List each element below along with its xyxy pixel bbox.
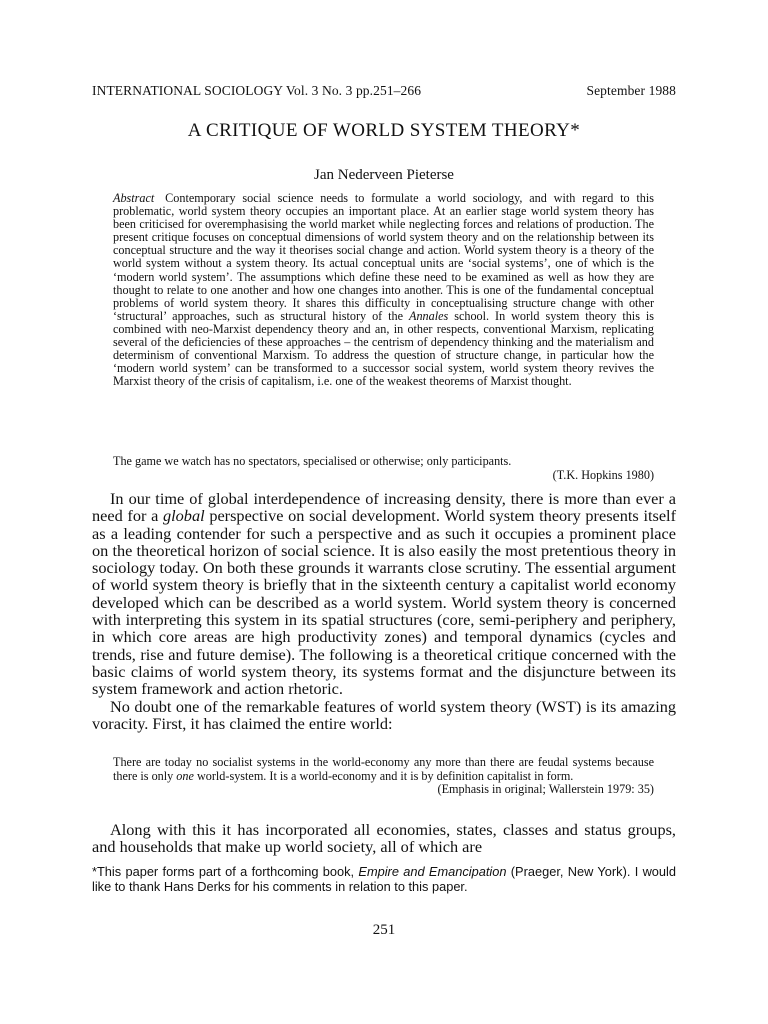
abstract-text-part1: Contemporary social science needs to formulate a world sociology, and with regard to this problematic, world system theory occupies an important place. At an earlier stage world system theory has been criticised for overemphasising the world market while neglecting forces and relations of production. The present critique focuses on conceptual dimensions of world system theory and on the relationship between its conceptual structure and the way it theorises social change and action. World system theory is a theory of the world system without a system theory. Its actual conceptual units are ‘social systems’, one of which is the ‘modern world system’. The assumptions which define these need to be examined as well as how they are thought to relate to one another and how one changes into another. This is one of the fundamental conceptual problems of world system theory. It shares this difficulty in conceptualising structure change with other ‘structural’ approaches, such as structural history of the [113, 191, 655, 323]
quote-text-a: There are today no socialist systems in the world-economy any more than there are feudal systems because there is only [113, 755, 654, 783]
quote-citation: (Emphasis in original; Wallerstein 1979: 35) [437, 782, 654, 797]
quote-text-b: world-system. It is a world-economy and it is by definition capitalist in form. [196, 768, 574, 783]
block-quote [113, 756, 654, 797]
footnote-book-title: Empire and Emancipation [358, 864, 507, 879]
article-title: A CRITIQUE OF WORLD SYSTEM THEORY* [187, 120, 581, 141]
paragraph-1-text-a: In our time of global interdependence of increasing density, there is more than ever a need for a [92, 489, 676, 526]
author-name: Jan Nederveen Pieterse [314, 167, 454, 183]
epigraph-text: The game we watch has no spectators, specialised or otherwise; only participants. [113, 454, 512, 468]
journal-citation: INTERNATIONAL SOCIOLOGY Vol. 3 No. 3 pp.251–266 [92, 83, 422, 98]
quote-text [113, 756, 654, 783]
epigraph-citation: (T.K. Hopkins 1980) [552, 468, 654, 482]
body-text-section-1 [92, 490, 676, 732]
quote-italic: one [176, 768, 194, 783]
footnote-text-a: *This paper forms part of a forthcoming book, [92, 864, 355, 879]
body-text-section-2 [92, 821, 676, 856]
paragraph-1-italic: global [163, 506, 205, 526]
abstract-italic-term: Annales [409, 308, 449, 323]
paragraph-1-text-b: perspective on social development. World system theory presents itself as a leading contender for such a perspective and as such it occupies a prominent place on the theoretical horizon of social science. It is also easily the most pretentious theory in sociology today. On both these grounds it warrants close scrutiny. The essential argument of world system theory is briefly that in the sixteenth century a capitalist world economy developed which can be described as a world system. World system theory is concerned with interpreting this system in its spatial structures (core, semi-periphery and periphery, in which core areas are high productivity zones) and temporal dynamics (cycles and trends, rise and future demise). The following is a theoretical critique concerned with the basic claims of world system theory, its systems format and the disjuncture between its system framework and action rhetoric. [92, 506, 677, 699]
abstract-text-part2: school. In world system theory this is combined with neo-Marxist dependency theory and an, in other respects, conventional Marxism, replicating several of the deficiencies of these approaches – the centrism of dependency thinking and the materialism and determinism of conventional Marxism. To address the question of structure change, in particular how the ‘modern world system’ can be transformed to a successor social system, world system theory revives the Marxist theory of the crisis of capitalism, i.e. one of the weakest theorems of Marxist thought. [113, 308, 654, 389]
paragraph-1 [92, 490, 676, 698]
abstract [113, 192, 654, 388]
issue-date: September 1988 [586, 83, 676, 98]
paragraph-3: Along with this it has incorporated all economies, states, classes and status groups, and households that make up world society, all of which are [92, 820, 676, 857]
footnote [92, 864, 676, 894]
epigraph [113, 454, 654, 482]
page-number: 251 [372, 922, 396, 938]
abstract-label: Abstract [113, 191, 155, 205]
running-head [92, 83, 676, 99]
paragraph-2: No doubt one of the remarkable features of world system theory (WST) is its amazing voracity. First, it has claimed the entire world: [92, 696, 676, 733]
footnote-text-b: (Praeger, New York). I would like to thank Hans Derks for his comments in relation to this paper. [92, 864, 676, 894]
